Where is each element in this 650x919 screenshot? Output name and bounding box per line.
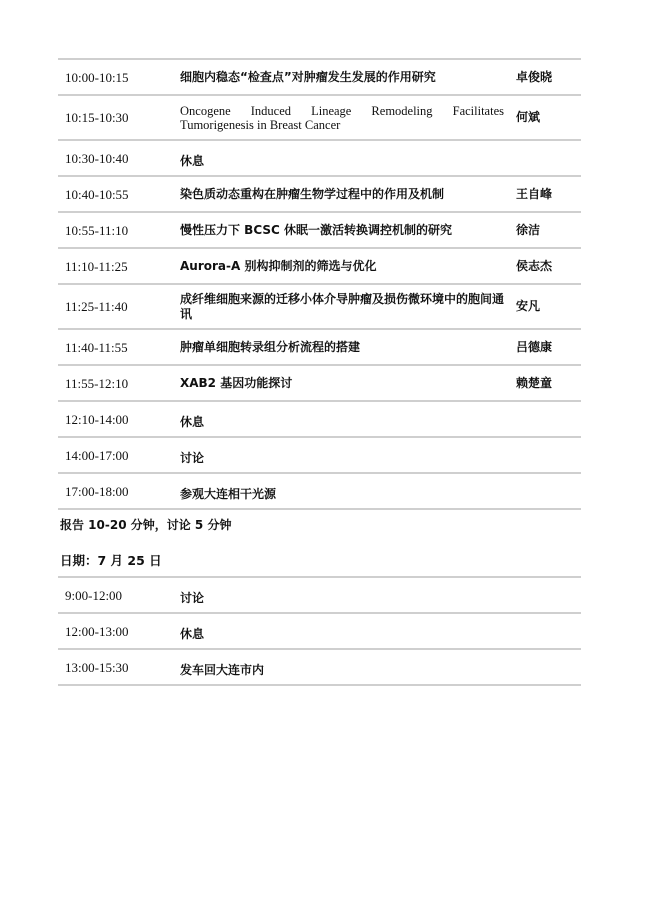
table-row (58, 140, 581, 176)
time-cell: 11:10-11:25 (58, 248, 172, 284)
table-row (58, 248, 581, 284)
table-row (58, 473, 581, 509)
time-cell: 12:00-13:00 (58, 613, 172, 649)
topic-cell: Oncogene Induced Lineage Remodeling Facilitates Tumorigenesis in Breast Cancer (172, 95, 508, 140)
time-cell: 17:00-18:00 (58, 473, 172, 509)
table-row (58, 613, 581, 649)
table-row (58, 437, 581, 473)
table-row (58, 329, 581, 365)
table-row (58, 176, 581, 212)
speaker-cell: 赖楚童 (508, 365, 581, 401)
table-row (58, 365, 581, 401)
topic-cell: XAB2 基因功能探讨 (172, 365, 508, 401)
topic-cell: 讨论 (172, 437, 508, 473)
speaker-cell: 侯志杰 (508, 248, 581, 284)
topic-cell: 细胞内稳态“检查点”对肿瘤发生发展的作用研究 (172, 59, 508, 95)
table-row (58, 649, 581, 685)
table-row (58, 59, 581, 95)
time-cell: 10:15-10:30 (58, 95, 172, 140)
speaker-cell: 卓俊晓 (508, 59, 581, 95)
table-row (58, 212, 581, 248)
table-row (58, 577, 581, 613)
speaker-cell (508, 649, 581, 685)
time-cell: 13:00-15:30 (58, 649, 172, 685)
time-cell: 10:40-10:55 (58, 176, 172, 212)
speaker-cell (508, 473, 581, 509)
time-cell: 10:00-10:15 (58, 59, 172, 95)
speaker-cell (508, 401, 581, 437)
topic-cell: 参观大连相干光源 (172, 473, 508, 509)
agenda-page (58, 58, 581, 686)
time-cell: 10:30-10:40 (58, 140, 172, 176)
time-cell: 11:40-11:55 (58, 329, 172, 365)
speaker-cell (508, 140, 581, 176)
report-duration-note: 报告 10-20 分钟，讨论 5 分钟 (60, 518, 232, 532)
topic-cell: 休息 (172, 613, 508, 649)
speaker-cell: 王自峰 (508, 176, 581, 212)
time-cell: 11:55-12:10 (58, 365, 172, 401)
schedule-table-day1 (58, 58, 581, 510)
topic-cell: 慢性压力下 BCSC 休眠一激活转换调控机制的研究 (172, 212, 508, 248)
time-cell: 12:10-14:00 (58, 401, 172, 437)
topic-cell: 肿瘤单细胞转录组分析流程的搭建 (172, 329, 508, 365)
speaker-cell (508, 437, 581, 473)
table-row (58, 95, 581, 140)
topic-cell: 染色质动态重构在肿瘤生物学过程中的作用及机制 (172, 176, 508, 212)
time-cell: 11:25-11:40 (58, 284, 172, 329)
speaker-cell (508, 613, 581, 649)
speaker-cell: 吕德康 (508, 329, 581, 365)
time-cell: 10:55-11:10 (58, 212, 172, 248)
time-cell: 9:00-12:00 (58, 577, 172, 613)
schedule-table-day2 (58, 576, 581, 686)
speaker-cell (508, 577, 581, 613)
topic-cell: Aurora-A 别构抑制剂的筛选与优化 (172, 248, 508, 284)
date-heading: 日期：7 月 25 日 (60, 553, 162, 568)
time-cell: 14:00-17:00 (58, 437, 172, 473)
topic-cell: 发车回大连市内 (172, 649, 508, 685)
topic-cell: 休息 (172, 401, 508, 437)
topic-cell: 讨论 (172, 577, 508, 613)
speaker-cell: 安凡 (508, 284, 581, 329)
speaker-cell: 何斌 (508, 95, 581, 140)
table-row (58, 284, 581, 329)
topic-cell: 休息 (172, 140, 508, 176)
table-row (58, 401, 581, 437)
topic-cell: 成纤维细胞来源的迁移小体介导肿瘤及损伤微环境中的胞间通讯 (172, 284, 508, 329)
speaker-cell: 徐洁 (508, 212, 581, 248)
